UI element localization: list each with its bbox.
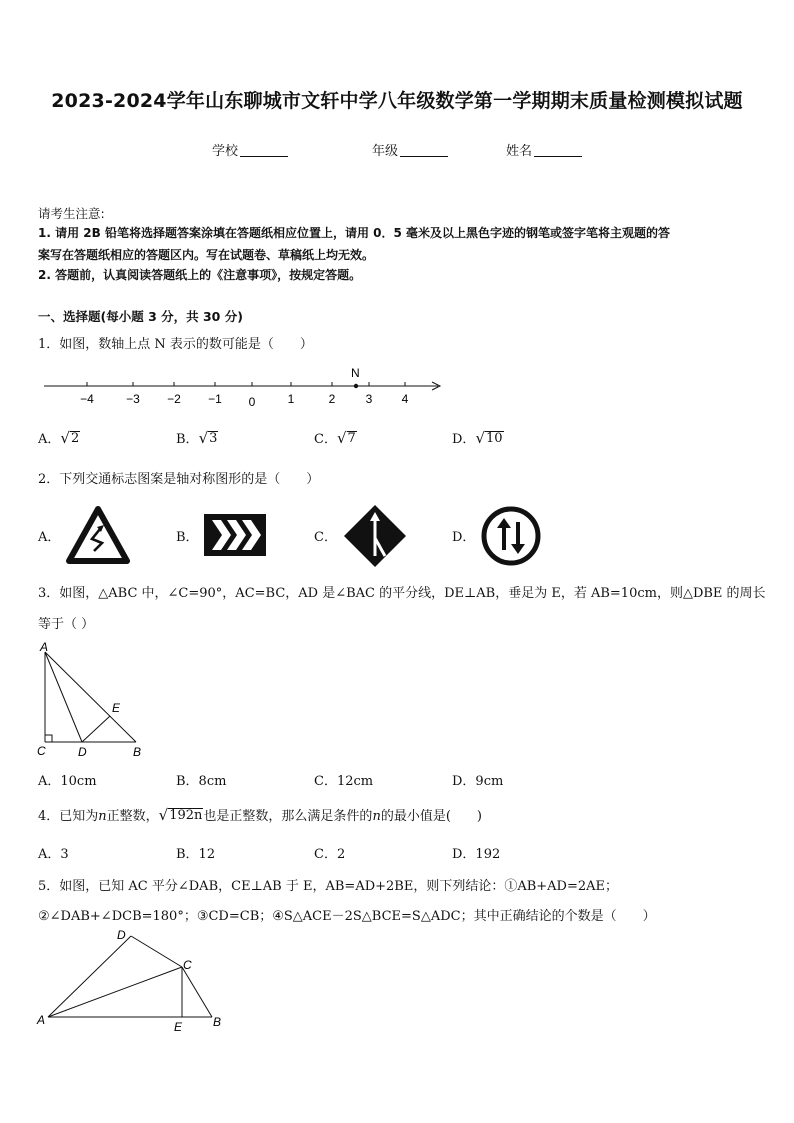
question-1-text: 1．如图，数轴上点 N 表示的数可能是（ ） bbox=[38, 337, 313, 352]
q4-pre: 4．已知为 bbox=[38, 809, 99, 824]
q1-option-a-radicand: 2 bbox=[70, 431, 80, 447]
label-b: B bbox=[213, 1015, 222, 1029]
q4-radicand: 192n bbox=[169, 808, 203, 824]
notice-line-1b: 案写在答题纸相应的答题区内。写在试题卷、草稿纸上均无效。 bbox=[38, 248, 375, 262]
q4-option-d: D．192 bbox=[452, 847, 501, 862]
page-title: 2023-2024学年山东聊城市文轩中学八年级数学第一学期期末质量检测模拟试题 bbox=[51, 90, 743, 112]
warning-sign-icon bbox=[66, 505, 130, 565]
question-5-line-2: ②∠DAB+∠DCB=180°；③CD=CB；④S△ACE－2S△BCE=S△ADC；其中正确结论的个数是（ ） bbox=[38, 909, 656, 924]
side-ab bbox=[45, 652, 136, 742]
name-blank bbox=[534, 144, 582, 157]
number-line-tick-label: −3 bbox=[126, 392, 140, 406]
number-line-tick-label: −4 bbox=[80, 392, 94, 406]
label-d: D bbox=[78, 745, 87, 759]
number-line-tick-label: 4 bbox=[401, 392, 409, 406]
number-line-tick-label: −1 bbox=[208, 392, 222, 406]
side-dc bbox=[131, 936, 182, 967]
number-line-tick-label: 3 bbox=[365, 392, 373, 406]
point-n bbox=[354, 384, 358, 388]
q4-mid: 正整数， bbox=[106, 809, 159, 824]
school-blank bbox=[240, 144, 288, 157]
grade-blank bbox=[400, 144, 448, 157]
number-line-figure bbox=[38, 360, 448, 412]
chevron-sign-icon bbox=[204, 514, 266, 556]
label-e: E bbox=[112, 701, 121, 715]
question-5-line-1: 5．如图，已知 AC 平分∠DAB，CE⊥AB 于 E，AB=AD+2BE，则下列结论：①AB+AD=2AE； bbox=[38, 879, 619, 894]
question-2-text: 2．下列交通标志图案是轴对称图形的是（ ） bbox=[38, 472, 320, 487]
q1-option-c-radicand: 7 bbox=[347, 431, 356, 447]
q4-var-n: n bbox=[98, 809, 107, 824]
q4-post-2: 的最小值是( ) bbox=[380, 809, 482, 824]
q1-option-d-radicand: 10 bbox=[486, 431, 503, 447]
question-3-line-1: 3．如图，△ABC 中，∠C=90°，AC=BC，AD 是∠BAC 的平分线，DE⊥AB，垂足为 E，若 AB=10cm，则△DBE 的周长 bbox=[38, 586, 766, 601]
q1-option-d-letter: D． bbox=[452, 432, 476, 447]
segment-ad bbox=[45, 652, 82, 742]
school-field bbox=[212, 140, 288, 159]
q1-option-b bbox=[176, 428, 218, 447]
label-b: B bbox=[133, 745, 142, 759]
q1-option-a-letter: A． bbox=[38, 432, 61, 447]
section-heading: 一、选择题(每小题 3 分，共 30 分) bbox=[38, 309, 243, 324]
sqrt-symbol: √ 2 bbox=[60, 429, 80, 447]
q3-option-b: B．8cm bbox=[176, 774, 227, 789]
name-label: 姓名 bbox=[506, 144, 533, 159]
sqrt-symbol: √ 10 bbox=[475, 429, 503, 447]
grade-field bbox=[372, 140, 448, 159]
number-line-tick-label: 2 bbox=[328, 392, 336, 406]
q4-post-1: 也是正整数，那么满足条件的 bbox=[203, 809, 373, 824]
number-line-tick-label: 0 bbox=[248, 395, 256, 409]
q2-option-d-letter: D． bbox=[452, 530, 476, 545]
q3-option-c: C．12cm bbox=[314, 774, 374, 789]
q4-var-n-2: n bbox=[372, 809, 381, 824]
q2-option-b-letter: B． bbox=[176, 530, 199, 545]
side-ad bbox=[48, 936, 131, 1017]
label-c: C bbox=[37, 744, 46, 758]
merge-road-sign-icon bbox=[343, 504, 407, 568]
q1-option-b-radicand: 3 bbox=[209, 431, 218, 447]
q4-option-c: C．2 bbox=[314, 847, 346, 862]
sqrt-symbol: √ 192n bbox=[158, 806, 203, 824]
triangle-abc-figure bbox=[34, 638, 149, 760]
question-3-line-2: 等于（ ） bbox=[38, 617, 95, 632]
number-line-tick-label: −2 bbox=[167, 392, 181, 406]
notice-heading: 请考生注意: bbox=[38, 206, 105, 221]
notice-line-1a: 1. 请用 2B 铅笔将选择题答案涂填在答题纸相应位置上，请用 0．5 毫米及以上黑色字迹的钢笔或签字笔将主观题的答 bbox=[38, 226, 670, 240]
side-cb bbox=[182, 967, 212, 1017]
label-c: C bbox=[183, 958, 192, 972]
sqrt-symbol: √ 3 bbox=[198, 429, 218, 447]
sqrt-symbol: √ 7 bbox=[336, 429, 356, 447]
label-a: A bbox=[37, 1013, 46, 1027]
q1-option-c-letter: C． bbox=[314, 432, 337, 447]
right-angle-mark bbox=[45, 735, 52, 742]
question-4-text bbox=[38, 805, 482, 824]
notice-line-2: 2. 答题前，认真阅读答题纸上的《注意事项》，按规定答题。 bbox=[38, 268, 362, 282]
school-label: 学校 bbox=[212, 144, 239, 159]
label-e: E bbox=[174, 1020, 183, 1034]
segment-de bbox=[82, 716, 110, 742]
quadrilateral-figure bbox=[34, 925, 229, 1037]
point-n-label: N bbox=[351, 366, 360, 380]
grade-label: 年级 bbox=[372, 144, 399, 159]
q3-option-a: A．10cm bbox=[38, 774, 97, 789]
q4-option-a: A．3 bbox=[38, 847, 69, 862]
q1-option-b-letter: B． bbox=[176, 432, 199, 447]
name-field bbox=[506, 140, 582, 159]
q1-option-d bbox=[452, 428, 504, 447]
q3-option-d: D．9cm bbox=[452, 774, 504, 789]
q1-option-a bbox=[38, 428, 80, 447]
label-a: A bbox=[40, 640, 49, 654]
label-d: D bbox=[117, 928, 126, 942]
q2-option-c-letter: C． bbox=[314, 530, 337, 545]
q4-option-b: B．12 bbox=[176, 847, 216, 862]
q2-option-a-letter: A． bbox=[38, 530, 61, 545]
two-way-traffic-sign-icon bbox=[481, 506, 541, 566]
q1-option-c bbox=[314, 428, 357, 447]
diagonal-ac bbox=[48, 967, 182, 1017]
number-line-tick-label: 1 bbox=[287, 392, 295, 406]
